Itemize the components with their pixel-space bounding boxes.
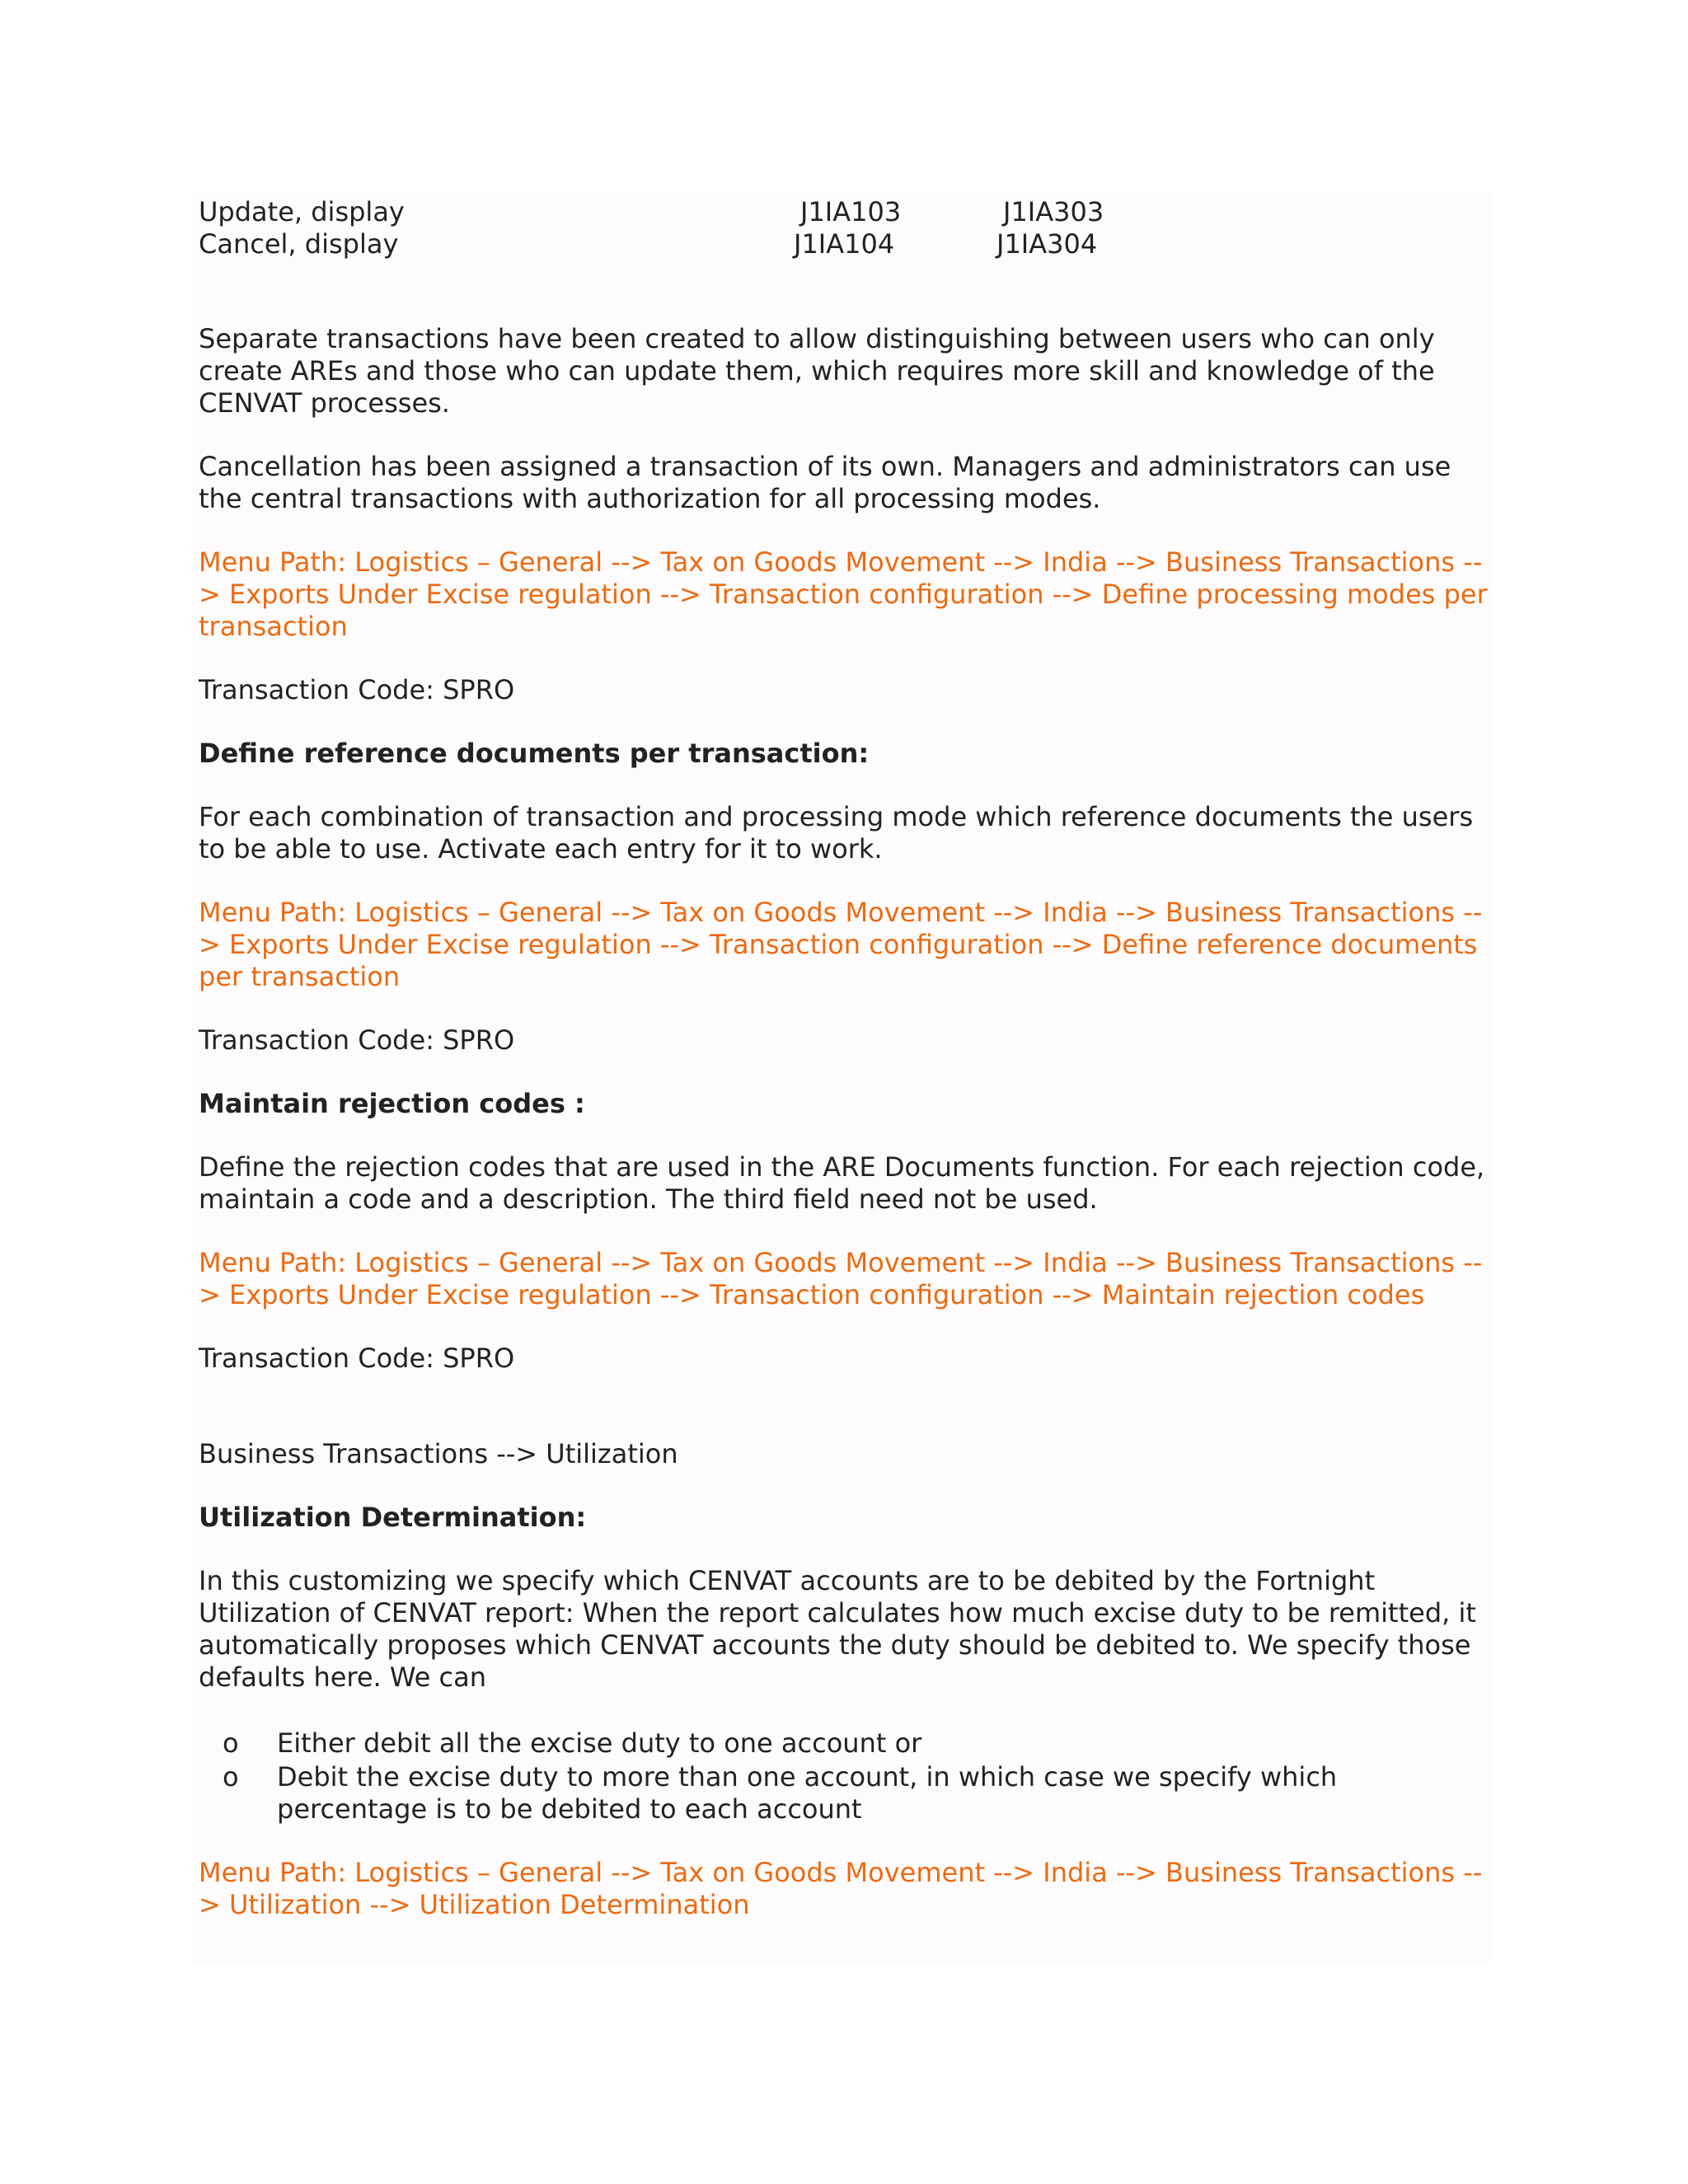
menu-path-processing-modes: Menu Path: Logistics – General --> Tax on Goods Movement --> India --> Business Transactions --> Exports Under Excise regulation --> Transaction configuration --> Define processing modes per transaction [199,546,1488,642]
paragraph-cancellation: Cancellation has been assigned a transaction of its own. Managers and administrators can use the central transactions with authorization for all processing modes. [199,451,1451,514]
list-item [199,1761,1493,1825]
transaction-code: Transaction Code: SPRO [199,1343,515,1374]
heading-utilization-determination: Utilization Determination: [199,1502,587,1533]
bullet-circle-icon: o [223,1761,239,1793]
paragraph-rejection-codes: Define the rejection codes that are used in the ARE Documents function. For each rejection code, maintain a code and a description. The third field need not be used. [199,1151,1485,1215]
bullet-list [199,1727,1493,1825]
table-cell-code: J1IA104 [794,228,895,260]
table-cell-label: Update, display [199,196,405,227]
paragraph-separate-transactions: Separate transactions have been created to allow distinguishing between users who can only create AREs and those who can update them, which requires more skill and knowledge of the CENVAT processes. [199,323,1435,419]
list-item-text: Either debit all the excise duty to one account or [277,1727,922,1759]
bullet-circle-icon: o [223,1727,239,1759]
table-cell-code: J1IA303 [1003,196,1104,227]
table-row [199,228,1493,260]
section-title-utilization: Business Transactions --> Utilization [199,1438,678,1469]
heading-rejection-codes: Maintain rejection codes : [199,1088,585,1119]
transaction-code: Transaction Code: SPRO [199,674,515,705]
menu-path-utilization: Menu Path: Logistics – General --> Tax on Goods Movement --> India --> Business Transactions --> Utilization --> Utilization Determination [199,1857,1483,1920]
transaction-code: Transaction Code: SPRO [199,1024,515,1056]
menu-path-reference-documents: Menu Path: Logistics – General --> Tax on Goods Movement --> India --> Business Transactions --> Exports Under Excise regulation --> Transaction configuration --> Define reference documents per transaction [199,897,1483,992]
paragraph-reference-documents: For each combination of transaction and processing mode which reference documents the users to be able to use. Activate each entry for it to work. [199,801,1474,865]
menu-path-rejection-codes: Menu Path: Logistics – General --> Tax on Goods Movement --> India --> Business Transactions --> Exports Under Excise regulation --> Transaction configuration --> Maintain rejection codes [199,1247,1483,1310]
document-body [199,196,1493,1921]
heading-reference-documents: Define reference documents per transaction: [199,738,870,769]
table-row [199,196,1493,228]
table-cell-code: J1IA304 [996,228,1098,260]
list-item [199,1727,1493,1760]
table-cell-label: Cancel, display [199,228,399,260]
table-cell-code: J1IA103 [800,196,902,227]
list-item-text: Debit the excise duty to more than one account, in which case we specify which percentage is to be debited to each account [277,1761,1338,1825]
paragraph-utilization: In this customizing we specify which CENVAT accounts are to be debited by the Fortnight Utilization of CENVAT report: When the report calculates how much excise duty to be remitted, it automatically proposes which CENVAT accounts the duty should be debited to. We specify those defaults here. We can [199,1565,1476,1693]
